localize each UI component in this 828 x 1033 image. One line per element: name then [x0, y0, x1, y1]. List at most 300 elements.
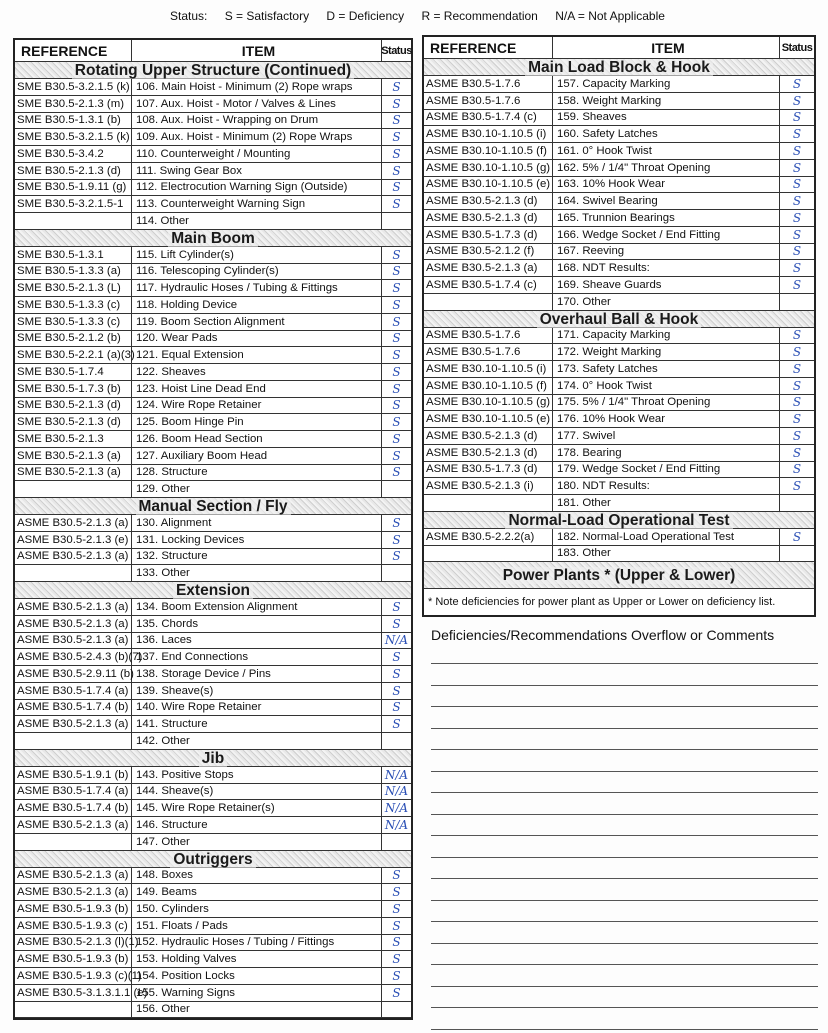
- status-cell[interactable]: S: [392, 331, 401, 346]
- reference-cell: SME B30.5-2.2.1 (a)(3): [17, 349, 135, 362]
- status-cell[interactable]: N/A: [384, 817, 409, 832]
- reference-cell: ASME B30.5-1.7.4 (a): [15, 683, 132, 699]
- status-cell[interactable]: S: [792, 160, 802, 175]
- table-row: [15, 331, 411, 348]
- table-row: [15, 465, 411, 482]
- table-row: [15, 985, 411, 1002]
- status-cell[interactable]: S: [792, 143, 802, 158]
- reference-cell: ASME B30.5-1.7.4 (c): [424, 277, 553, 293]
- item-cell: 126. Boom Head Section: [132, 431, 382, 447]
- item-cell: 163. 10% Hook Wear: [553, 177, 780, 193]
- status-cell[interactable]: S: [392, 985, 401, 1000]
- status-cell[interactable]: S: [792, 110, 802, 125]
- reference-cell: SME B30.5-1.3.3 (c): [15, 314, 132, 330]
- reference-cell: ASME B30.5-1.9.3 (c): [15, 918, 132, 934]
- status-cell[interactable]: S: [392, 901, 401, 916]
- comment-line[interactable]: [431, 1029, 818, 1030]
- status-cell[interactable]: [382, 565, 411, 581]
- section-header: [15, 750, 411, 767]
- status-cell[interactable]: S: [392, 247, 401, 262]
- item-cell: 132. Structure: [132, 549, 382, 565]
- item-cell: 181. Other: [553, 495, 780, 511]
- reference-cell: [424, 294, 553, 310]
- item-cell: 130. Alignment: [132, 515, 382, 531]
- reference-cell: ASME B30.5-2.1.3 (a): [15, 549, 132, 565]
- table-row: [424, 328, 814, 345]
- item-cell: 138. Storage Device / Pins: [132, 666, 382, 682]
- reference-cell: ASME B30.5-3.1.3.1.1 (e): [17, 986, 148, 999]
- reference-cell: ASME B30.5-2.1.3 (a): [15, 716, 132, 732]
- item-cell: 115. Lift Cylinder(s): [132, 247, 382, 263]
- reference-cell: SME B30.5-2.1.3 (L): [15, 280, 132, 296]
- reference-cell: [424, 495, 553, 511]
- power-plants-header: [424, 562, 814, 589]
- status-cell[interactable]: S: [392, 431, 401, 446]
- reference-cell: ASME B30.5-2.1.3 (d): [424, 193, 553, 209]
- section-header: [15, 230, 411, 247]
- item-cell: 135. Chords: [132, 616, 382, 632]
- table-row: [15, 247, 411, 264]
- reference-cell: [424, 546, 553, 562]
- reference-cell: [15, 834, 132, 850]
- item-cell: 158. Weight Marking: [553, 93, 780, 109]
- reference-cell: ASME B30.5-2.1.3 (a): [15, 515, 132, 531]
- reference-cell: ASME B30.5-1.9.1 (b): [15, 767, 132, 783]
- table-row: [424, 143, 814, 160]
- item-cell: 113. Counterweight Warning Sign: [132, 196, 382, 212]
- power-plants-note: * Note deficiencies for power plant as Upper or Lower on deficiency list.: [428, 596, 776, 609]
- status-cell[interactable]: S: [392, 532, 401, 547]
- table-row: [15, 616, 411, 633]
- status-cell[interactable]: S: [392, 314, 401, 329]
- reference-cell: [15, 1002, 132, 1018]
- comment-line[interactable]: [431, 728, 818, 729]
- reference-cell: SME B30.5-1.3.3 (c): [15, 297, 132, 313]
- status-cell[interactable]: S: [392, 700, 401, 715]
- item-cell: 107. Aux. Hoist - Motor / Valves & Lines: [132, 96, 382, 112]
- section-title: Rotating Upper Structure (Continued): [72, 62, 354, 79]
- item-cell: 174. 0° Hook Twist: [553, 378, 780, 394]
- comment-line[interactable]: [431, 986, 818, 987]
- item-cell: 134. Boom Extension Alignment: [132, 599, 382, 615]
- table-row: [15, 649, 411, 666]
- table-row: [15, 834, 411, 851]
- status-cell[interactable]: S: [392, 113, 401, 128]
- comment-line[interactable]: [431, 921, 818, 922]
- item-cell: 154. Position Locks: [132, 968, 382, 984]
- table-row: [424, 546, 814, 563]
- table-row: [15, 599, 411, 616]
- item-cell: 110. Counterweight / Mounting: [132, 146, 382, 162]
- status-cell[interactable]: N/A: [384, 767, 409, 782]
- table-row: [15, 196, 411, 213]
- status-cell[interactable]: [780, 294, 814, 310]
- item-cell: 145. Wire Rope Retainer(s): [132, 800, 382, 816]
- table-row: [424, 260, 814, 277]
- item-cell: 133. Other: [132, 565, 382, 581]
- table-row: [15, 935, 411, 952]
- item-cell: 144. Sheave(s): [132, 784, 382, 800]
- reference-cell: ASME B30.5-2.1.2 (f): [424, 244, 553, 260]
- reference-cell: ASME B30.5-2.1.3 (a): [15, 599, 132, 615]
- status-cell[interactable]: S: [392, 717, 401, 732]
- reference-cell: SME B30.5-3.2.1.5-1: [15, 196, 132, 212]
- status-cell[interactable]: S: [792, 277, 802, 292]
- reference-cell: SME B30.5-1.3.3 (a): [15, 264, 132, 280]
- status-cell[interactable]: [382, 1002, 411, 1018]
- status-cell[interactable]: S: [392, 515, 401, 530]
- reference-cell: ASME B30.5-2.1.3 (a): [15, 884, 132, 900]
- item-cell: 175. 5% / 1/4" Throat Opening: [553, 395, 780, 411]
- status-cell[interactable]: S: [392, 297, 401, 312]
- reference-cell: ASME B30.5-1.7.3 (d): [424, 462, 553, 478]
- item-cell: 177. Swivel: [553, 428, 780, 444]
- status-cell[interactable]: S: [792, 177, 802, 192]
- item-cell: 121. Equal Extension: [132, 347, 382, 363]
- status-cell[interactable]: S: [392, 180, 401, 195]
- status-cell[interactable]: S: [392, 197, 401, 212]
- status-cell[interactable]: S: [392, 683, 401, 698]
- comments-title: Deficiencies/Recommendations Overflow or Comments: [431, 627, 775, 643]
- reference-cell: SME B30.5-2.1.3 (m): [15, 96, 132, 112]
- status-cell[interactable]: S: [792, 93, 802, 108]
- item-cell: 171. Capacity Marking: [553, 328, 780, 344]
- status-cell[interactable]: S: [792, 76, 802, 91]
- reference-cell: ASME B30.5-1.9.3 (b): [15, 901, 132, 917]
- reference-cell: ASME B30.10-1.10.5 (e): [424, 411, 553, 427]
- item-cell: 148. Boxes: [132, 868, 382, 884]
- table-row: [424, 210, 814, 227]
- item-cell: 128. Structure: [132, 465, 382, 481]
- item-cell: 159. Sheaves: [553, 110, 780, 126]
- reference-cell: ASME B30.5-2.1.3 (a): [15, 633, 132, 649]
- table-row: [15, 515, 411, 532]
- reference-cell: ASME B30.5-1.7.6: [424, 328, 553, 344]
- comment-line[interactable]: [431, 771, 818, 772]
- item-cell: 118. Holding Device: [132, 297, 382, 313]
- item-cell: 170. Other: [553, 294, 780, 310]
- item-cell: 127. Auxiliary Boom Head: [132, 448, 382, 464]
- status-cell[interactable]: S: [792, 361, 802, 376]
- status-cell[interactable]: S: [792, 244, 802, 259]
- item-cell: 143. Positive Stops: [132, 767, 382, 783]
- table-row: [15, 180, 411, 197]
- table-row: [15, 481, 411, 498]
- item-cell: 114. Other: [132, 213, 382, 229]
- section-title: Jib: [199, 750, 227, 767]
- status-cell[interactable]: S: [392, 281, 401, 296]
- table-row: [15, 213, 411, 230]
- item-cell: 149. Beams: [132, 884, 382, 900]
- item-cell: 167. Reeving: [553, 244, 780, 260]
- status-cell[interactable]: S: [392, 79, 401, 94]
- status-cell[interactable]: S: [792, 445, 802, 460]
- status-cell[interactable]: S: [392, 935, 401, 950]
- status-cell[interactable]: S: [392, 952, 401, 967]
- status-cell[interactable]: [382, 733, 411, 749]
- item-cell: 141. Structure: [132, 716, 382, 732]
- status-cell[interactable]: S: [392, 885, 401, 900]
- comment-line[interactable]: [431, 663, 818, 664]
- reference-cell: ASME B30.5-2.1.3 (d): [424, 210, 553, 226]
- reference-cell: SME B30.5-1.3.1 (b): [15, 113, 132, 129]
- table-row: [15, 280, 411, 297]
- status-cell[interactable]: S: [792, 345, 802, 360]
- table-row: [424, 445, 814, 462]
- table-row: [15, 968, 411, 985]
- item-cell: 168. NDT Results:: [553, 260, 780, 276]
- table-row: [15, 79, 411, 96]
- item-cell: 147. Other: [132, 834, 382, 850]
- comment-line[interactable]: [431, 685, 818, 686]
- reference-cell: ASME B30.5-2.2.2(a): [424, 529, 553, 545]
- item-cell: 151. Floats / Pads: [132, 918, 382, 934]
- section-header: [424, 59, 814, 76]
- comment-line[interactable]: [431, 900, 818, 901]
- status-cell[interactable]: S: [392, 666, 401, 681]
- status-cell[interactable]: S: [792, 227, 802, 242]
- status-cell[interactable]: N/A: [384, 633, 409, 648]
- item-cell: 129. Other: [132, 481, 382, 497]
- status-cell[interactable]: S: [392, 96, 401, 111]
- table-row: [15, 129, 411, 146]
- status-cell[interactable]: S: [392, 415, 401, 430]
- status-cell[interactable]: S: [392, 918, 401, 933]
- section-header: [15, 62, 411, 79]
- table-row: [15, 431, 411, 448]
- legend-na: N/A = Not Applicable: [555, 9, 665, 23]
- table-row: [15, 683, 411, 700]
- table-row: [15, 633, 411, 650]
- reference-cell: ASME B30.5-1.7.6: [424, 76, 553, 92]
- section-title: Extension: [173, 582, 253, 599]
- table-row: [424, 395, 814, 412]
- section-title: Power Plants * (Upper & Lower): [500, 567, 739, 584]
- item-header: ITEM: [553, 37, 780, 58]
- status-cell[interactable]: N/A: [384, 784, 409, 799]
- status-cell[interactable]: S: [392, 146, 401, 161]
- table-row: [424, 126, 814, 143]
- comment-line[interactable]: [431, 964, 818, 965]
- status-cell[interactable]: S: [392, 348, 401, 363]
- status-cell[interactable]: S: [392, 465, 401, 480]
- item-cell: 112. Electrocution Warning Sign (Outside): [132, 180, 382, 196]
- table-row: [424, 93, 814, 110]
- status-cell[interactable]: [382, 213, 411, 229]
- reference-cell: SME B30.5-1.3.1: [15, 247, 132, 263]
- section-title: Main Boom: [168, 230, 258, 247]
- status-cell[interactable]: S: [392, 868, 401, 883]
- status-cell[interactable]: S: [792, 328, 802, 343]
- reference-cell: ASME B30.10-1.10.5 (g): [424, 395, 553, 411]
- table-row: [424, 462, 814, 479]
- item-cell: 160. Safety Latches: [553, 126, 780, 142]
- reference-cell: ASME B30.10-1.10.5 (g): [424, 160, 553, 176]
- table-row: [15, 96, 411, 113]
- right-inspection-table: [422, 35, 816, 617]
- reference-cell: SME B30.5-1.7.4: [15, 364, 132, 380]
- status-cell[interactable]: S: [392, 130, 401, 145]
- status-cell[interactable]: [780, 546, 814, 562]
- reference-cell: SME B30.5-2.1.3 (d): [15, 414, 132, 430]
- item-cell: 116. Telescoping Cylinder(s): [132, 264, 382, 280]
- status-cell[interactable]: S: [392, 549, 401, 564]
- table-row: [424, 193, 814, 210]
- comment-line[interactable]: [431, 878, 818, 879]
- item-cell: 119. Boom Section Alignment: [132, 314, 382, 330]
- table-row: [15, 146, 411, 163]
- table-row: [15, 414, 411, 431]
- item-cell: 139. Sheave(s): [132, 683, 382, 699]
- reference-cell: ASME B30.5-1.7.4 (c): [424, 110, 553, 126]
- item-cell: 153. Holding Valves: [132, 951, 382, 967]
- reference-cell: ASME B30.5-2.1.3 (d): [424, 428, 553, 444]
- status-cell[interactable]: S: [392, 364, 401, 379]
- reference-cell: ASME B30.5-2.1.3 (i): [424, 478, 553, 494]
- table-row: [15, 716, 411, 733]
- item-cell: 182. Normal-Load Operational Test: [553, 529, 780, 545]
- item-cell: 150. Cylinders: [132, 901, 382, 917]
- reference-cell: ASME B30.10-1.10.5 (i): [424, 126, 553, 142]
- status-cell[interactable]: S: [392, 650, 401, 665]
- reference-cell: SME B30.5-2.1.2 (b): [15, 331, 132, 347]
- item-cell: 136. Laces: [132, 633, 382, 649]
- section-header: [15, 582, 411, 599]
- status-cell[interactable]: S: [792, 529, 802, 544]
- status-cell[interactable]: S: [392, 599, 401, 614]
- section-title: Outriggers: [170, 851, 255, 868]
- comment-line[interactable]: [431, 857, 818, 858]
- item-cell: 169. Sheave Guards: [553, 277, 780, 293]
- status-cell[interactable]: S: [392, 381, 401, 396]
- reference-cell: ASME B30.5-2.1.3 (d): [424, 445, 553, 461]
- reference-cell: ASME B30.5-2.1.3 (a): [15, 616, 132, 632]
- reference-cell: ASME B30.5-1.7.4 (a): [15, 784, 132, 800]
- section-header: [424, 512, 814, 529]
- item-cell: 179. Wedge Socket / End Fitting: [553, 462, 780, 478]
- section-header: [15, 851, 411, 868]
- table-row: [15, 297, 411, 314]
- table-row: [424, 177, 814, 194]
- reference-cell: SME B30.5-2.1.3 (d): [15, 163, 132, 179]
- status-header: Status: [781, 41, 813, 54]
- status-cell[interactable]: S: [392, 448, 401, 463]
- status-cell[interactable]: S: [792, 127, 802, 142]
- status-cell[interactable]: [780, 495, 814, 511]
- reference-cell: SME B30.5-3.4.2: [15, 146, 132, 162]
- table-row: [424, 344, 814, 361]
- table-row: [15, 951, 411, 968]
- reference-cell: SME B30.5-3.2.1.5 (k): [15, 129, 132, 145]
- reference-cell: SME B30.5-2.1.3: [15, 431, 132, 447]
- comment-line[interactable]: [431, 1007, 818, 1008]
- item-cell: 161. 0° Hook Twist: [553, 143, 780, 159]
- table-row: [15, 700, 411, 717]
- comment-line[interactable]: [431, 706, 818, 707]
- left-inspection-table: [13, 38, 413, 1020]
- status-cell[interactable]: N/A: [384, 801, 409, 816]
- comment-line[interactable]: [431, 749, 818, 750]
- status-header: Status: [381, 44, 412, 57]
- table-header: [424, 37, 814, 59]
- comment-line[interactable]: [431, 792, 818, 793]
- status-cell[interactable]: S: [392, 968, 401, 983]
- table-row: [15, 868, 411, 885]
- reference-cell: [15, 481, 132, 497]
- item-cell: 108. Aux. Hoist - Wrapping on Drum: [132, 113, 382, 129]
- item-cell: 125. Boom Hinge Pin: [132, 414, 382, 430]
- status-cell[interactable]: S: [792, 194, 802, 209]
- reference-cell: ASME B30.5-2.1.3 (l)(1): [17, 936, 139, 949]
- item-cell: 120. Wear Pads: [132, 331, 382, 347]
- reference-cell: ASME B30.5-1.7.6: [424, 93, 553, 109]
- reference-cell: ASME B30.5-1.7.4 (b): [15, 800, 132, 816]
- table-row: [15, 113, 411, 130]
- comment-line[interactable]: [431, 835, 818, 836]
- status-cell[interactable]: S: [392, 616, 401, 631]
- reference-cell: ASME B30.10-1.10.5 (i): [424, 361, 553, 377]
- table-row: [15, 666, 411, 683]
- section-header: [15, 498, 411, 515]
- status-cell[interactable]: S: [792, 261, 802, 276]
- item-cell: 178. Bearing: [553, 445, 780, 461]
- item-cell: 165. Trunnion Bearings: [553, 210, 780, 226]
- status-cell[interactable]: [382, 834, 411, 850]
- status-cell[interactable]: S: [792, 412, 802, 427]
- status-cell[interactable]: S: [792, 395, 802, 410]
- reference-cell: ASME B30.5-1.7.4 (b): [15, 700, 132, 716]
- reference-cell: SME B30.5-1.9.11 (g): [15, 180, 132, 196]
- status-cell[interactable]: S: [392, 163, 401, 178]
- status-cell[interactable]: S: [792, 378, 802, 393]
- reference-cell: [15, 565, 132, 581]
- status-cell[interactable]: S: [792, 210, 802, 225]
- table-row: [424, 76, 814, 93]
- table-row: [15, 1002, 411, 1019]
- comment-line[interactable]: [431, 943, 818, 944]
- item-cell: 164. Swivel Bearing: [553, 193, 780, 209]
- table-row: [424, 244, 814, 261]
- table-row: [15, 163, 411, 180]
- table-row: [15, 347, 411, 364]
- table-row: [15, 784, 411, 801]
- table-row: [15, 800, 411, 817]
- table-row: [15, 549, 411, 566]
- status-cell[interactable]: S: [792, 428, 802, 443]
- reference-cell: ASME B30.5-1.9.3 (b): [15, 951, 132, 967]
- status-cell[interactable]: S: [392, 264, 401, 279]
- reference-cell: ASME B30.10-1.10.5 (f): [424, 143, 553, 159]
- status-cell[interactable]: S: [392, 398, 401, 413]
- table-row: [424, 227, 814, 244]
- table-row: [424, 378, 814, 395]
- reference-cell: SME B30.5-2.1.3 (a): [15, 465, 132, 481]
- item-cell: 157. Capacity Marking: [553, 76, 780, 92]
- status-cell[interactable]: S: [792, 479, 802, 494]
- reference-cell: SME B30.5-2.1.3 (d): [15, 398, 132, 414]
- item-cell: 137. End Connections: [132, 649, 382, 665]
- reference-cell: ASME B30.5-2.1.3 (e): [15, 532, 132, 548]
- reference-cell: ASME B30.5-2.1.3 (a): [424, 260, 553, 276]
- status-cell[interactable]: [382, 481, 411, 497]
- table-row: [424, 277, 814, 294]
- table-row: [424, 428, 814, 445]
- comment-line[interactable]: [431, 814, 818, 815]
- item-cell: 140. Wire Rope Retainer: [132, 700, 382, 716]
- status-cell[interactable]: S: [792, 462, 802, 477]
- table-row: [15, 733, 411, 750]
- item-cell: 117. Hydraulic Hoses / Tubing & Fittings: [132, 280, 382, 296]
